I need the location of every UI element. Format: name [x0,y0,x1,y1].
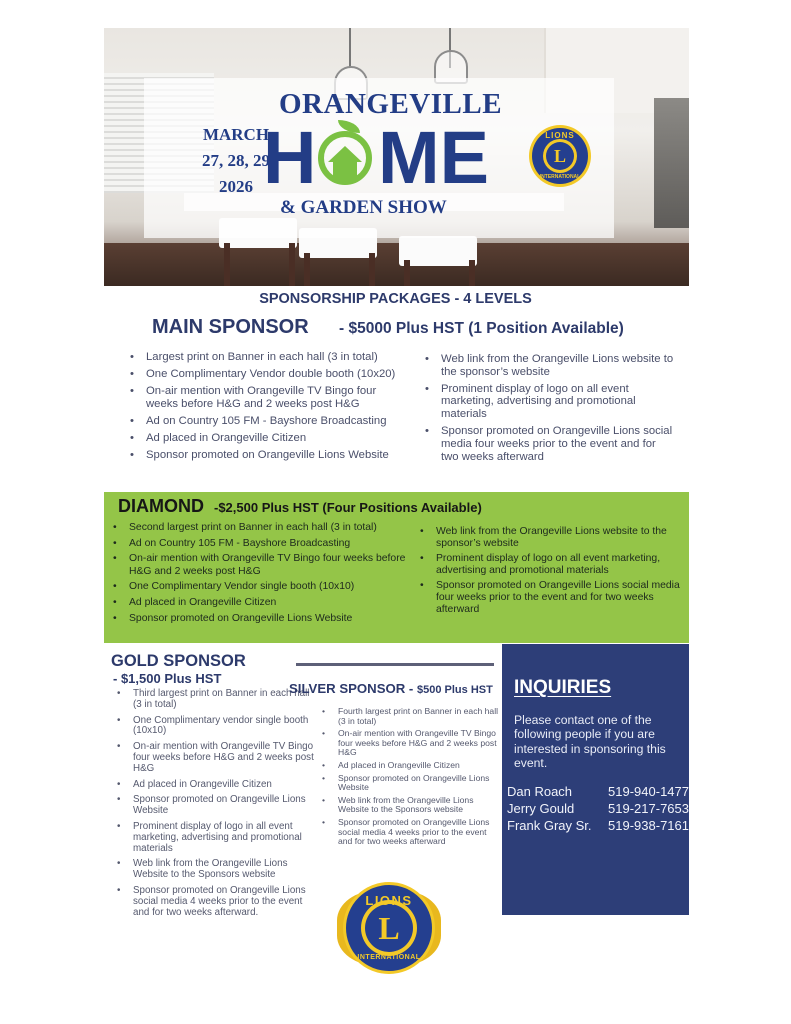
lions-logo-ring [532,128,588,184]
banner-city: ORANGEVILLE [279,88,503,120]
packages-title: SPONSORSHIP PACKAGES - 4 LEVELS [259,291,532,307]
main-sponsor-right-list [425,353,675,467]
list-item: • Web link from the Orangeville Lions Website to the Sponsors website [322,796,502,815]
contact-phone[interactable]: 519-217-7653 [608,801,689,816]
list-item: • On-air mention with Orangeville TV Bingo four weeks before H&G and 2 weeks post H&G [130,385,410,413]
gold-price: - $1,500 Plus HST [113,671,222,686]
list-item: • Sponsor promoted on Orangeville Lions Website [117,795,317,817]
contact-name: Frank Gray Sr. [507,818,592,833]
contact-name: Jerry Gould [507,801,575,816]
diamond-right-list [420,526,680,619]
bar-stool [399,236,477,266]
diamond-price: -$2,500 Plus HST (Four Positions Available) [214,500,482,515]
gold-list [117,689,317,923]
list-item: • Ad placed in Orangeville Citizen [117,780,317,791]
list-item: • Web link from the Orangeville Lions website to the sponsor’s website [425,353,675,379]
list-item: • Ad on Country 105 FM - Bayshore Broadcasting [130,415,410,429]
list-item: • Prominent display of logo on all event marketing, advertising and promotional materials [425,383,675,421]
banner-date-days: 27, 28, 29 [202,151,270,170]
list-item: • Third largest print on Banner in each hall (3 in total) [117,689,317,711]
list-item: • On-air mention with Orangeville TV Bingo four weeks before H&G and 2 weeks post H&G [113,553,413,578]
list-item: • One Complimentary vendor single booth (10x10) [117,716,317,738]
list-item: • Web link from the Orangeville Lions website to the sponsor’s website [420,526,680,550]
silver-price: $500 Plus HST [417,684,493,696]
lions-international-logo-icon [333,872,445,984]
list-item: • Sponsor promoted on Orangeville Lions social media 4 weeks prior to the event and for two weeks afterward. [117,886,317,918]
list-item: • One Complimentary Vendor single booth (10x10) [113,581,413,594]
diamond-left-list [113,522,413,628]
silver-list [322,707,502,850]
banner-home-me: ME [378,116,489,199]
contact-phone[interactable]: 519-940-1477 [608,784,689,799]
main-sponsor-title: MAIN SPONSOR [152,316,309,338]
list-item: • Sponsor promoted on Orangeville Lions Website [113,613,413,626]
diamond-title: DIAMOND [118,496,204,516]
bar-stool-leg [469,260,475,286]
list-item: • Sponsor promoted on Orangeville Lions Website [130,449,410,463]
list-item: • Largest print on Banner in each hall (3 in total) [130,351,410,365]
list-item: • Sponsor promoted on Orangeville Lions social media four weeks prior to the event and for two weeks afterward [420,580,680,616]
kitchen-oven [654,98,689,228]
list-item: • Sponsor promoted on Orangeville Lions social media four weeks prior to the event and for two weeks afterward [425,425,675,463]
bar-stool-leg [404,260,410,286]
bar-stool-leg [369,253,375,286]
lions-logo-bottom-text: INTERNATIONAL [357,954,421,961]
list-item: • On-air mention with Orangeville TV Bingo four weeks before H&G and 2 weeks post H&G [117,742,317,774]
lions-logo-bottom-text: INTERNATIONAL [539,174,581,180]
banner-date-year: 2026 [219,177,253,196]
bar-stool-leg [304,253,310,286]
bar-stool-leg [224,243,230,286]
main-sponsor-price: - $5000 Plus HST (1 Position Available) [339,320,624,337]
list-item: • Ad on Country 105 FM - Bayshore Broadcasting [113,538,413,551]
pendant-lamp-cord [349,28,351,68]
list-item: • Sponsor promoted on Orangeville Lions Website [322,774,502,793]
list-item: • Fourth largest print on Banner in each hall (3 in total) [322,707,502,726]
silver-heading [289,681,493,696]
contact-phone[interactable]: 519-938-7161 [608,818,689,833]
lions-logo-top-text: LIONS [545,131,575,140]
banner-subtitle: & GARDEN SHOW [280,197,447,218]
silver-divider [296,663,494,666]
lions-logo-letter: L [546,142,574,170]
list-item: • Second largest print on Banner in each hall (3 in total) [113,522,413,535]
main-sponsor-left-list [130,351,410,466]
bar-stool-leg [289,243,295,286]
kitchen-floor [104,243,689,286]
list-item: • One Complimentary Vendor double booth (10x20) [130,368,410,382]
list-item: • On-air mention with Orangeville TV Bingo four weeks before H&G and 2 weeks post H&G [322,729,502,758]
list-item: • Sponsor promoted on Orangeville Lions social media 4 weeks prior to the event and for two weeks afterward [322,818,502,847]
list-item: • Ad placed in Orangeville Citizen [130,432,410,446]
silver-title: SILVER SPONSOR - [289,681,417,696]
banner-home-h: H [263,116,317,199]
lions-logo-icon [529,125,591,187]
lions-logo-inner [361,900,417,956]
contact-row [507,800,689,817]
list-item: • Prominent display of logo on all event marketing, advertising and promotional materials [420,553,680,577]
lions-logo-inner [543,139,577,173]
inquiries-contacts [507,783,689,834]
list-item: • Ad placed in Orangeville Citizen [113,597,413,610]
contact-row [507,783,689,800]
inquiries-title: INQUIRIES [514,677,612,698]
lions-logo-top-text: LIONS [365,893,413,908]
banner-date-month: MARCH [202,125,270,144]
house-icon [328,146,362,162]
list-item: • Web link from the Orangeville Lions Website to the Sponsors website [117,859,317,881]
house-body-icon [333,161,357,179]
lions-logo-letter: L [365,904,413,952]
list-item: • Prominent display of logo in all event marketing, advertising and promotional materials [117,822,317,854]
gold-title: GOLD SPONSOR [111,652,246,670]
contact-row [507,817,689,834]
list-item: • Ad placed in Orangeville Citizen [322,761,502,771]
lions-logo-ring [343,882,435,974]
inquiries-body: Please contact one of the following people if you are interested in sponsoring this event. [514,713,666,770]
contact-name: Dan Roach [507,784,573,799]
